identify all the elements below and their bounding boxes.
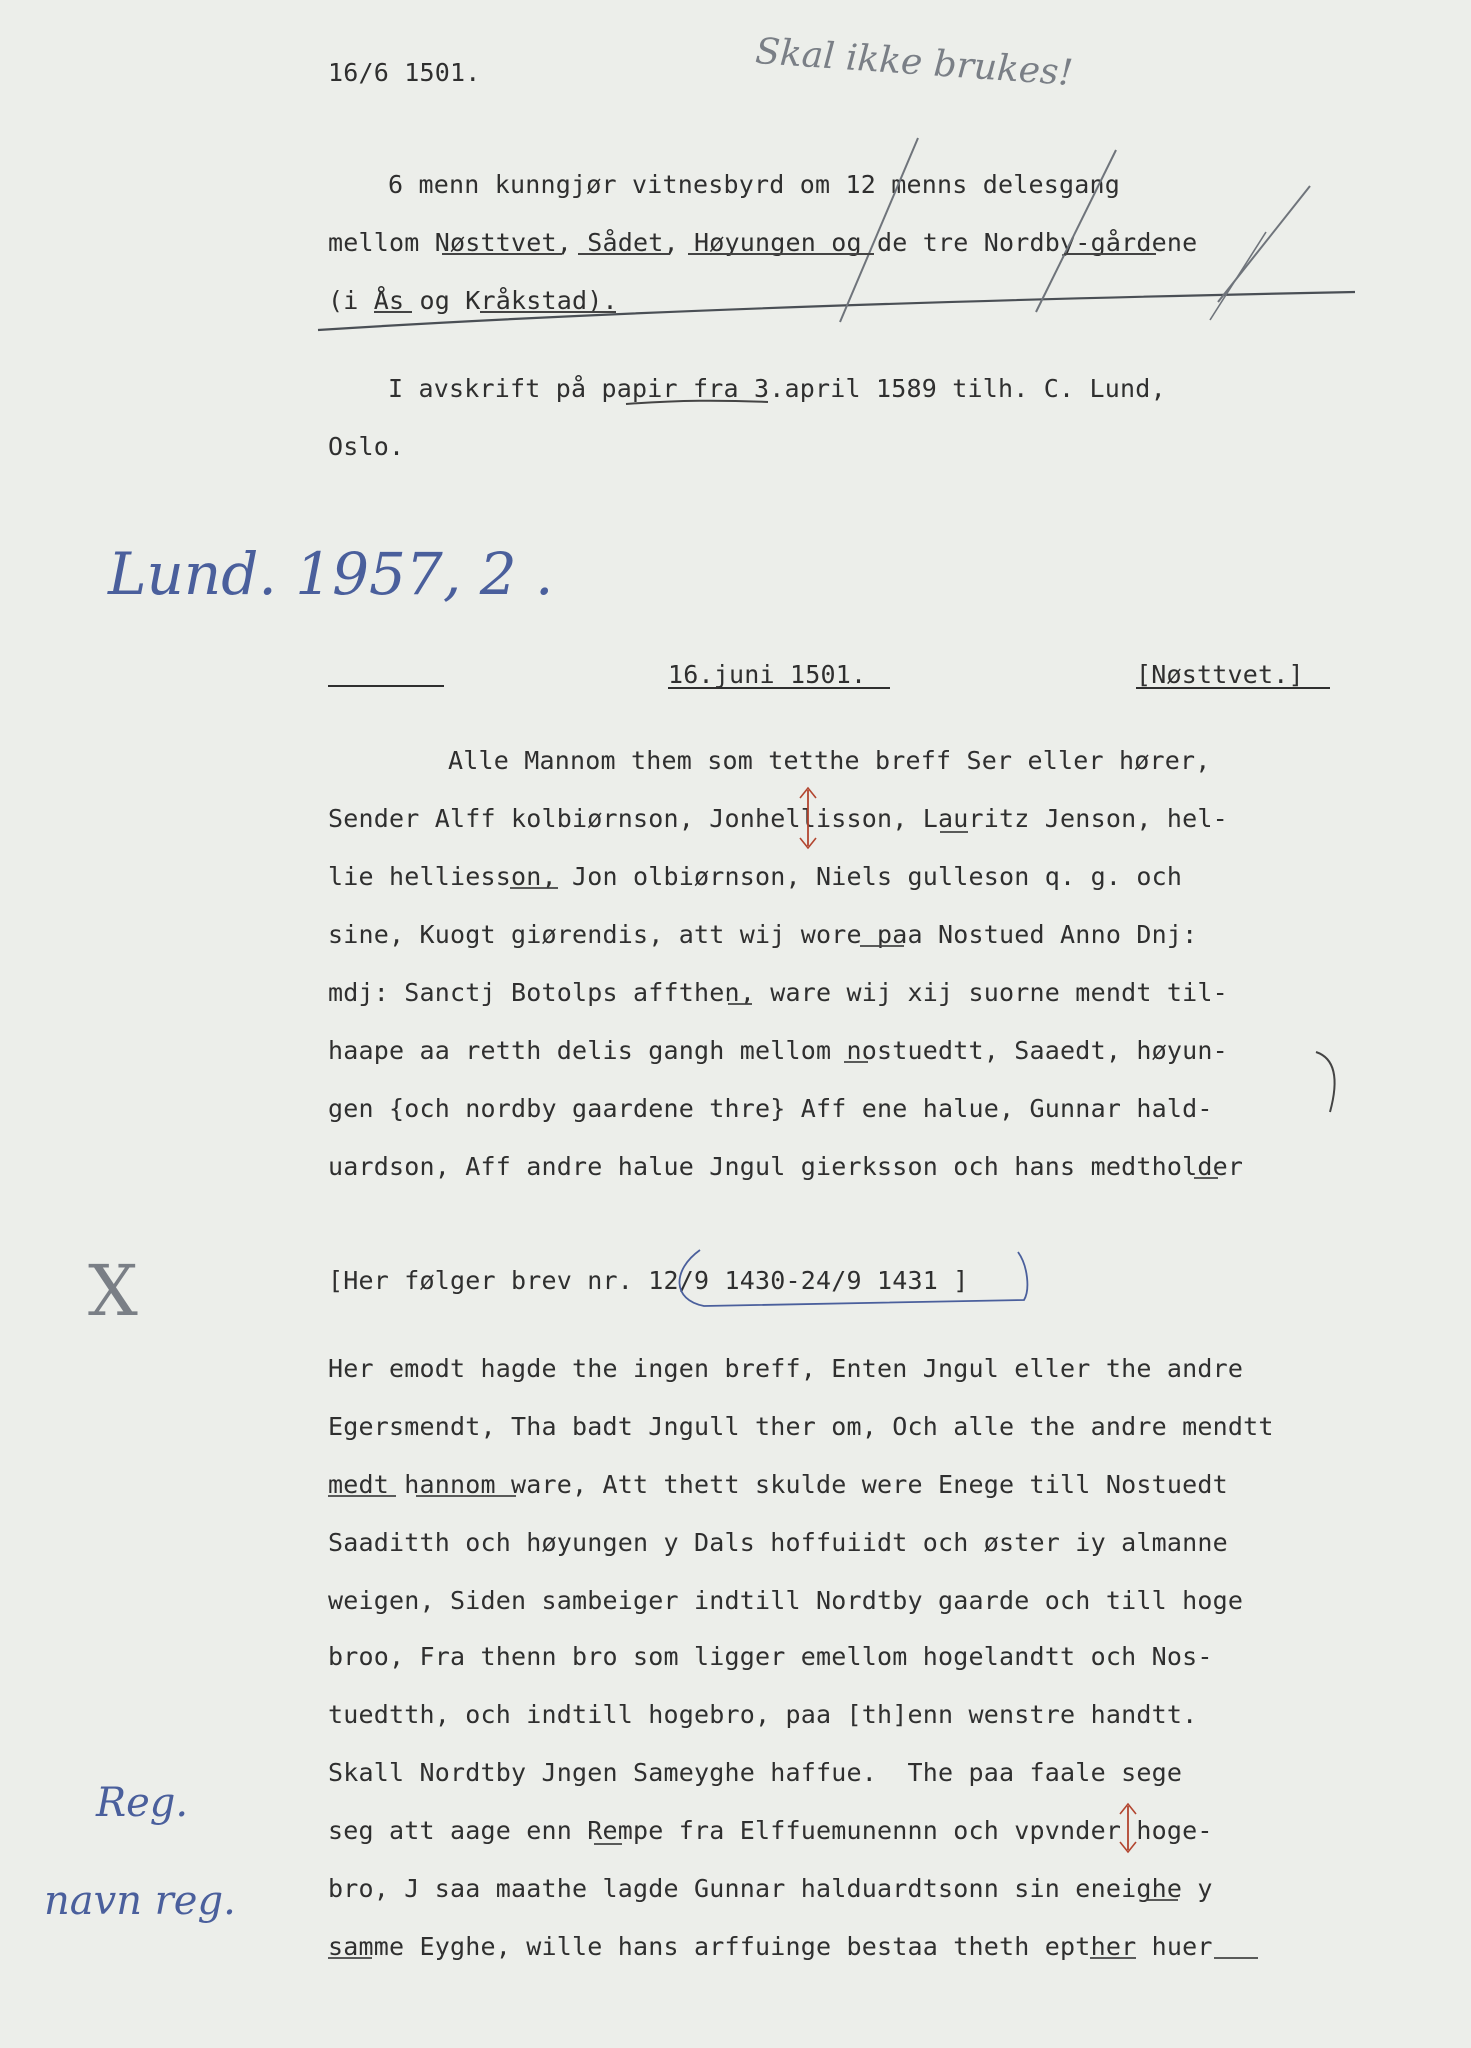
summary-line-2: mellom Nøsttvet, Sådet, Høyungen og de tre Nordby-gårdene bbox=[328, 228, 1198, 257]
body-b-line-2: Egersmendt, Tha badt Jngull ther om, Och alle the andre mendtt bbox=[328, 1412, 1274, 1441]
body-a-line-3: lie helliesson, Jon olbiørnson, Niels gulleson q. g. och bbox=[328, 862, 1183, 891]
margin-right-bracket bbox=[1316, 1052, 1335, 1112]
margin-note-reg: Reg. bbox=[96, 1780, 189, 1826]
body-b-line-11: samme Eyghe, wille hans arffuinge bestaa theth epther huer bbox=[328, 1932, 1213, 1961]
body-b-line-6: broo, Fra thenn bro som ligger emellom hogelandtt och Nos- bbox=[328, 1642, 1213, 1671]
summary-line-3: (i Ås og Kråkstad). bbox=[328, 286, 618, 315]
body-b-line-3: medt hannom ware, Att thett skulde were Enege till Nostuedt bbox=[328, 1470, 1228, 1499]
body-a-line-6: haape aa retth delis gangh mellom nostuedtt, Saaedt, høyun- bbox=[328, 1036, 1228, 1065]
strike-stroke-1 bbox=[840, 138, 918, 322]
strike-stroke-4 bbox=[1210, 232, 1266, 320]
inserted-ref-bracket bbox=[679, 1250, 1027, 1306]
handwritten-reference: Lund. 1957, 2 . bbox=[108, 540, 554, 608]
source-line-2: Oslo. bbox=[328, 432, 405, 461]
inserted-letter-reference: [Her følger brev nr. 12/9 1430-24/9 1431 ] bbox=[328, 1266, 969, 1295]
body-b-line-1: Her emodt hagde the ingen breff, Enten Jngul eller the andre bbox=[328, 1354, 1244, 1383]
body-a-line-7: gen {och nordby gaardene thre} Aff ene halue, Gunnar hald- bbox=[328, 1094, 1213, 1123]
strike-stroke-2 bbox=[1036, 150, 1116, 312]
source-line-1: I avskrift på papir fra 3.april 1589 tilh. C. Lund, bbox=[388, 374, 1166, 403]
handwritten-note-skal-ikke-brukes: Skal ikke brukes! bbox=[753, 30, 1075, 95]
header-date: 16/6 1501. bbox=[328, 58, 481, 87]
body-b-line-9: seg att aage enn Rempe fra Elffuemunennn och vpvnder hoge- bbox=[328, 1816, 1213, 1845]
body-b-line-7: tuedtth, och indtill hogebro, paa [th]enn wenstre handtt. bbox=[328, 1700, 1198, 1729]
body-b-line-4: Saaditth och høyungen y Dals hoffuiidt och øster iy almanne bbox=[328, 1528, 1228, 1557]
margin-x-mark: X bbox=[88, 1250, 138, 1332]
doc-header-date: 16.juni 1501. bbox=[668, 660, 867, 689]
body-a-line-8: uardson, Aff andre halue Jngul gierksson och hans medtholder bbox=[328, 1152, 1244, 1181]
doc-header-place: [Nøsttvet.] bbox=[1136, 660, 1304, 689]
summary-line-1: 6 menn kunngjør vitnesbyrd om 12 menns delesgang bbox=[388, 170, 1121, 199]
body-a-line-1: Alle Mannom them som tetthe breff Ser eller hører, bbox=[448, 746, 1211, 775]
body-a-line-5: mdj: Sanctj Botolps affthen, ware wij xij suorne mendt til- bbox=[328, 978, 1228, 1007]
body-a-line-4: sine, Kuogt giørendis, att wij wore paa Nostued Anno Dnj: bbox=[328, 920, 1198, 949]
underline-pa-papir bbox=[626, 401, 768, 404]
body-a-line-2: Sender Alff kolbiørnson, Jonhellisson, Lauritz Jenson, hel- bbox=[328, 804, 1228, 833]
body-b-line-5: weigen, Siden sambeiger indtill Nordtby gaarde och till hoge bbox=[328, 1586, 1244, 1615]
margin-note-navn-reg: navn reg. bbox=[44, 1878, 236, 1924]
body-b-line-10: bro, J saa maathe lagde Gunnar halduardtsonn sin eneighe y bbox=[328, 1874, 1213, 1903]
summary-separator-stroke bbox=[318, 292, 1355, 330]
body-b-line-8: Skall Nordtby Jngen Sameyghe haffue. The paa faale sege bbox=[328, 1758, 1183, 1787]
